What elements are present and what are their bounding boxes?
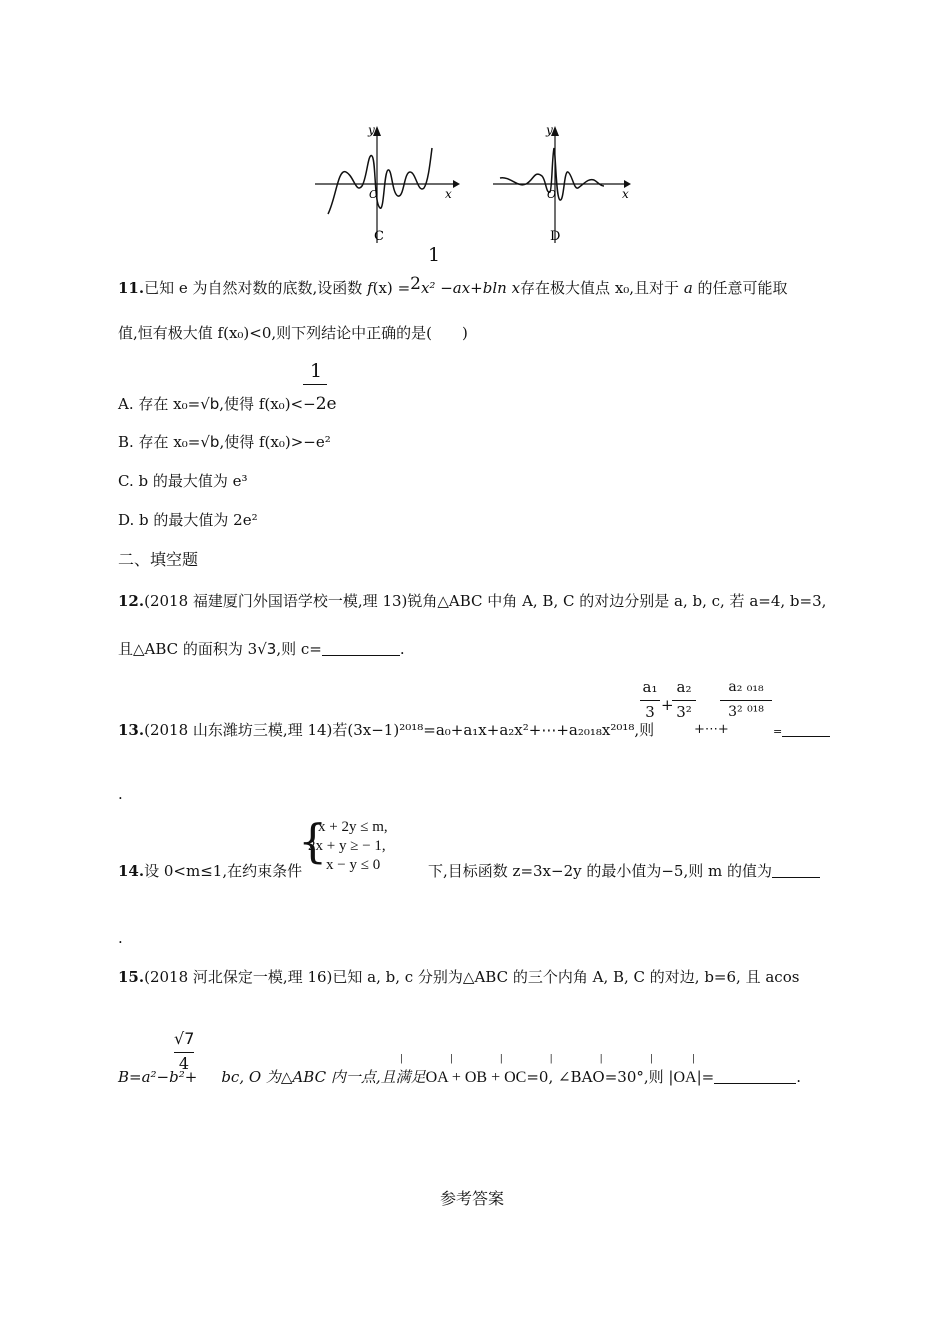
q11-line2: 值,恒有极大值 f(x₀)<0,则下列结论中正确的是( ) xyxy=(118,324,468,342)
q14-constraint-2: 2x + y ≥ − 1, xyxy=(308,838,386,854)
graph-d-label: D xyxy=(550,229,561,244)
q11-optA-frac-bar xyxy=(303,384,327,385)
q13-answer-blank[interactable] xyxy=(782,722,830,737)
q15-number: 15. xyxy=(118,968,145,986)
q14-number: 14. xyxy=(118,862,145,880)
q13-plus: + xyxy=(661,696,674,714)
q13-equals: = xyxy=(773,721,830,741)
q13-fraction-2: a₂ 3² xyxy=(672,678,696,721)
q11-option-b: B. 存在 x₀=√b,使得 f(x₀)>−e² xyxy=(118,433,331,451)
q15-line2: B=a²−b²+ bc, O 为△ABC 内一点,且满足OA + OB + OC=0, ∠BAO=30°,则 |OA|= . xyxy=(118,1068,801,1086)
q14-answer-blank[interactable] xyxy=(772,863,820,878)
graph-d xyxy=(488,118,638,248)
q13-fraction-1: a₁ 3 xyxy=(640,678,660,721)
graph-d-x-label: x xyxy=(622,187,629,201)
q14-line-post: 下,目标函数 z=3x−2y 的最小值为−5,则 m 的值为 xyxy=(428,862,820,880)
q15-answer-blank[interactable] xyxy=(714,1069,796,1084)
q11-option-c: C. b 的最大值为 e³ xyxy=(118,472,248,490)
q15-vector-oa: OA xyxy=(673,1069,697,1086)
q13-dots: +⋯+ xyxy=(694,722,729,737)
q14-line-pre: 14.设 0<m≤1,在约束条件 xyxy=(118,862,303,880)
q11-frac-denominator: 2 xyxy=(410,274,421,294)
q11-line1: 11.已知 e 为自然对数的底数,设函数 f(x) =2x² −ax+bln x存在极大值点 x₀,且对于 a 的任意可能取 xyxy=(118,274,788,297)
graph-d-origin: O xyxy=(547,188,557,201)
q11-optA-frac-num: 1 xyxy=(310,360,323,382)
q11-option-a: A. 存在 x₀=√b,使得 f(x₀)<−2e xyxy=(118,394,337,414)
graph-c-label: C xyxy=(374,229,384,244)
q12-number: 12. xyxy=(118,592,145,610)
q11-frac-numerator: 1 xyxy=(428,244,441,266)
section-fill-in-heading: 二、填空题 xyxy=(118,550,199,569)
graph-c xyxy=(310,118,460,248)
q13-end: . xyxy=(118,785,123,803)
graph-c-y-label: y xyxy=(368,123,375,137)
graph-c-origin: O xyxy=(369,188,379,201)
q15-vector-ticks: | | | | | xyxy=(400,1054,625,1064)
q12-line1: 12.(2018 福建厦门外国语学校一模,理 13)锐角△ABC 中角 A, B, C 的对边分别是 a, b, c, 若 a=4, b=3, xyxy=(118,592,827,610)
q14-brace: { xyxy=(298,814,328,868)
q15-vector-sum: OA + OB + OC xyxy=(425,1069,527,1086)
answers-heading: 参考答案 xyxy=(440,1189,505,1208)
q14-constraint-3: x − y ≤ 0 xyxy=(326,857,381,873)
q13-number: 13. xyxy=(118,721,145,739)
graph-d-y-label: y xyxy=(546,123,553,137)
graph-c-x-label: x xyxy=(445,187,452,201)
q15-line1: 15.(2018 河北保定一模,理 16)已知 a, b, c 分别为△ABC 的三个内角 A, B, C 的对边, b=6, 且 acos xyxy=(118,968,800,986)
q15-frac: √7 4 xyxy=(174,1029,195,1073)
q11-optA-frac-den: 2e xyxy=(315,394,337,414)
q13-fraction-3: a₂ ₀₁₈ 3² ⁰¹⁸ xyxy=(720,678,772,721)
q15-oa-ticks: | | xyxy=(650,1054,713,1064)
q14-end: . xyxy=(118,929,123,947)
q13-line: 13.(2018 山东潍坊三模,理 14)若(3x−1)²⁰¹⁸=a₀+a₁x+a₂x²+⋯+a₂₀₁₈x²⁰¹⁸,则 xyxy=(118,721,655,739)
q12-line2: 且△ABC 的面积为 3√3,则 c= . xyxy=(118,640,405,658)
q11-option-d: D. b 的最大值为 2e² xyxy=(118,511,258,529)
q11-number: 11. xyxy=(118,279,145,297)
q12-answer-blank[interactable] xyxy=(322,641,400,656)
q14-constraint-1: x + 2y ≤ m, xyxy=(318,819,388,835)
